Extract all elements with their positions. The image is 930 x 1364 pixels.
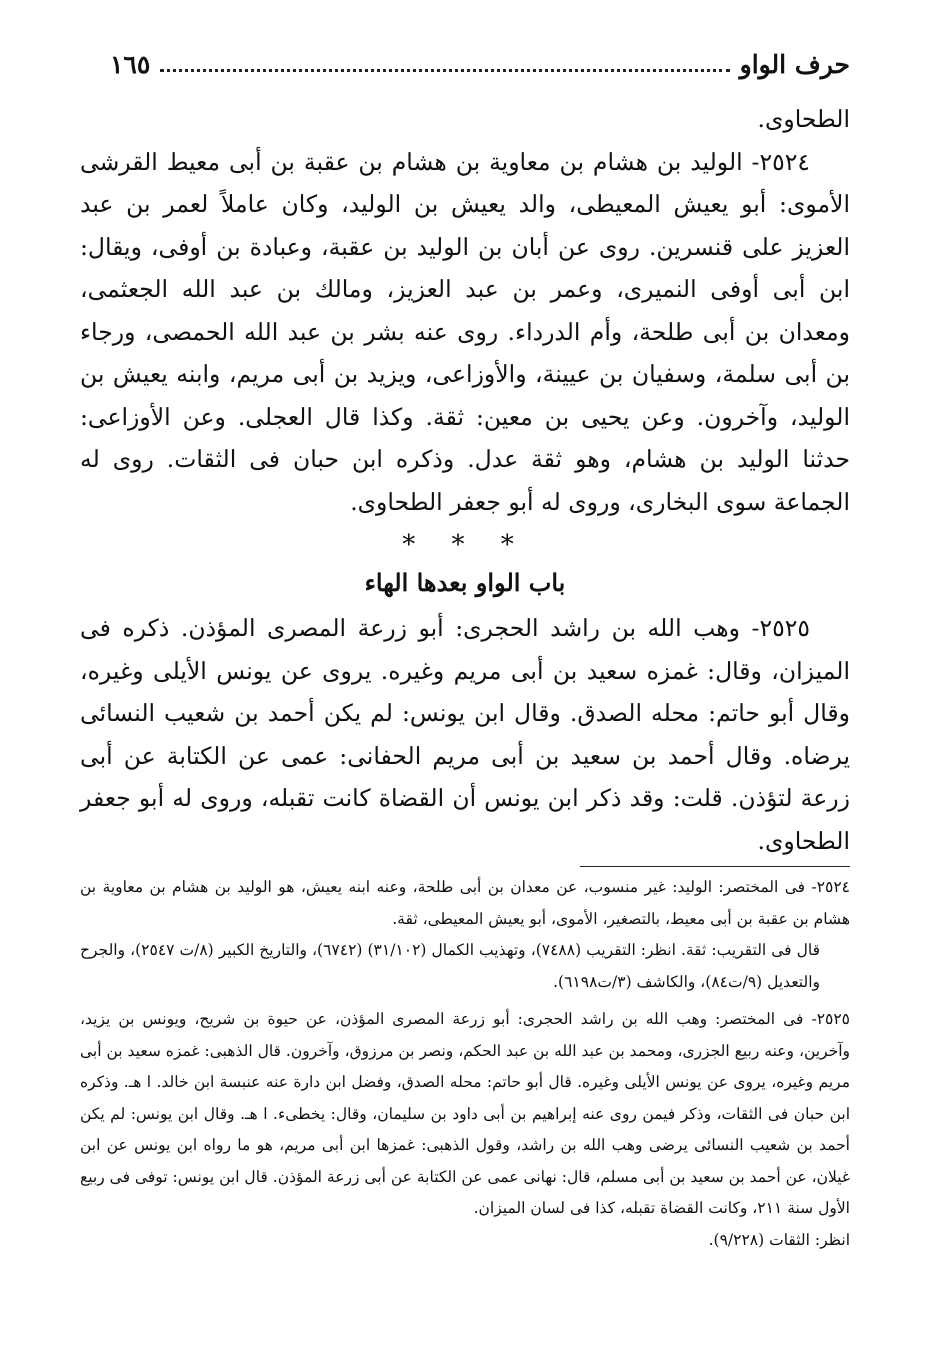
- chapter-heading: باب الواو بعدها الهاء: [364, 568, 566, 597]
- footnote-2525: ٢٥٢٥- فى المختصر: وهب الله بن راشد الحجرى: أبو زرعة المصرى المؤذن، عن حيوة بن شريح، ويونس بن يزيد، وآخرين، وعنه ربيع الجزرى، ومحمد بن عبد الله بن عبد الحكم، ونصر بن مرزوق، وآخرون. قال الذهبى: غمزه سعيد بن أبى مريم وغيره، يروى عن يونس الأيلى وغيره. قال أبو حاتم: محله الصدق، وفضل ابن دارة عنه عنبسة ابن خالد. ا هـ. وذكره ابن حبان فى الثقات، وذكر فيمن روى عنه إبراهيم بن أبى داود بن سليمان، وقال: يخطىء. ا هـ. وقال ابن يونس: لم يكن أحمد بن شعيب النسائى يرضى وهب الله بن راشد، وقول الذهبى: غمزها ابن أبى مريم، هو ما رواه ابن يونس عن ابن غيلان، عن أحمد بن سعيد بن أبى مسلم، قال: نهانى عمى عن الكتابة عن أبى زرعة المؤذن. قال ابن يونس: توفى فى ربيع الأول سنة ٢١١، وكانت القضاة تقبله، كذا فى لسان الميزان.: [80, 1010, 850, 1217]
- paragraph-continuation: الطحاوى.: [757, 105, 850, 133]
- leader-dots: [160, 69, 729, 72]
- page-number: ١٦٥: [110, 49, 151, 79]
- footnote-2524: ٢٥٢٤- فى المختصر: الوليد: غير منسوب، عن معدان بن أبى طلحة، وعنه ابنه يعيش، هو الوليد بن هشام بن معاوية بن هشام بن عقبة بن أبى معيط، بالتصغير، الأموى، أبو يعيش المعيطى، ثقة.: [80, 878, 850, 928]
- running-head: [110, 44, 850, 84]
- footnotes: [80, 872, 850, 1256]
- main-text: [80, 98, 850, 862]
- footnote-2524-references: قال فى التقريب: ثقة. انظر: التقريب (٧٤٨٨)، وتهذيب الكمال (٣١/١٠٢) (٦٧٤٢)، والتاريخ الكبير (٨/ت ٢٥٤٧)، والجرح والتعديل (٩/ت٨٤)، والكاشف (٣/ت٦١٩٨).: [80, 941, 821, 991]
- footnote-rule: [580, 866, 850, 867]
- footnote-2525-references: انظر: الثقات (٩/٢٢٨).: [708, 1230, 850, 1249]
- section-separator: * * *: [402, 530, 528, 560]
- entry-2525: ٢٥٢٥- وهب الله بن راشد الحجرى: أبو زرعة المصرى المؤذن. ذكره فى الميزان، وقال: غمزه سعيد بن أبى مريم وغيره. يروى عن يونس الأيلى وغيره، وقال أبو حاتم: محله الصدق. وقال ابن يونس: لم يكن أحمد بن شعيب النسائى يرضاه. وقال أحمد بن سعيد بن أبى مريم الحفانى: عمى عن الكتابة عن أبى زرعة لتؤذن. قلت: وقد ذكر ابن يونس أن القضاة كانت تقبله، وروى له أبو جعفر الطحاوى.: [80, 614, 850, 855]
- entry-2524: ٢٥٢٤- الوليد بن هشام بن معاوية بن هشام بن عقبة بن أبى معيط القرشى الأموى: أبو يعيش المعيطى، والد يعيش بن الوليد، وكان عاملاً لعمر بن عبد العزيز على قنسرين. روى عن أبان بن الوليد بن عقبة، وعبادة بن أوفى، ويقال: ابن أبى أوفى النميرى، وعمر بن عبد العزيز، ومالك بن عبد الله الجعثمى، ومعدان بن أبى طلحة، وأم الدرداء. روى عنه بشر بن عبد الله الحمصى، ورجاء بن أبى سلمة، وسفيان بن عيينة، والأوزاعى، ويزيد بن أبى مريم، وابنه يعيش بن الوليد، وآخرون. وعن يحيى بن معين: ثقة. وكذا قال العجلى. وعن الأوزاعى: حدثنا الوليد بن هشام، وهو ثقة عدل. وذكره ابن حبان فى الثقات. روى له الجماعة سوى البخارى، وروى له أبو جعفر الطحاوى.: [80, 147, 850, 516]
- chapter-title: حرف الواو: [739, 49, 850, 79]
